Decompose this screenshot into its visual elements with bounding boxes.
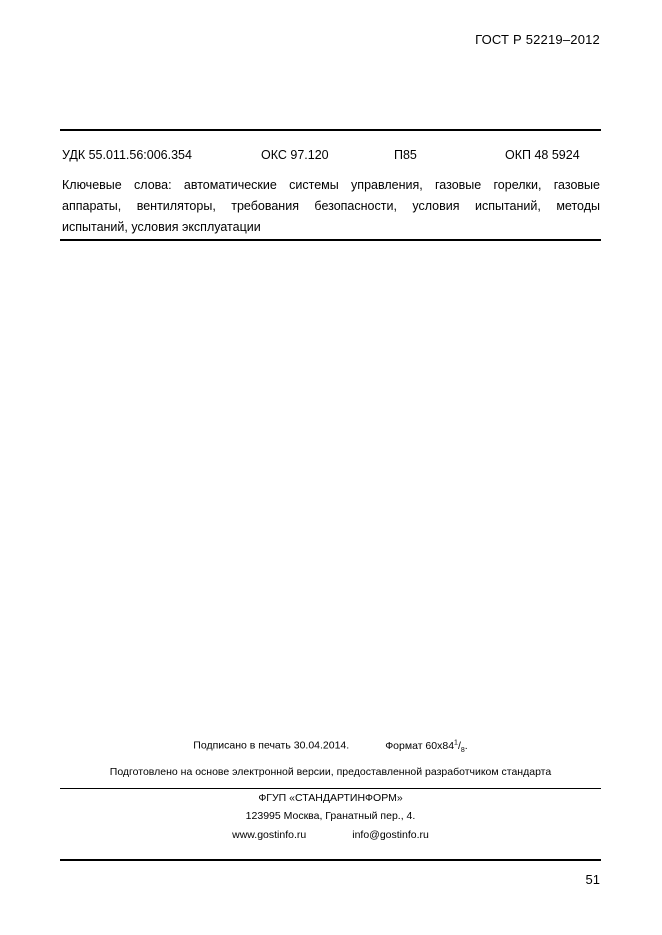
- oks-code: ОКС 97.120: [261, 148, 329, 162]
- page-number: 51: [585, 872, 600, 887]
- publisher-contacts: [60, 829, 601, 841]
- top-divider: [60, 129, 601, 131]
- keywords-line-3: испытаний, условия эксплуатации: [62, 220, 261, 234]
- classification-row: [62, 148, 602, 164]
- publisher-divider: [60, 788, 601, 789]
- keywords-divider: [60, 239, 601, 241]
- prepared-note: Подготовлено на основе электронной версии, предоставленной разработчиком стандарта: [109, 766, 552, 778]
- signed-date: Подписано в печать 30.04.2014.: [193, 739, 350, 752]
- print-info: [60, 739, 601, 754]
- group-code: П85: [394, 148, 417, 162]
- email-link[interactable]: info@gostinfo.ru: [352, 829, 429, 841]
- udk-code: УДК 55.011.56:006.354: [62, 148, 192, 162]
- bottom-divider: [60, 859, 601, 861]
- okp-code: ОКП 48 5924: [505, 148, 580, 162]
- publisher-name: ФГУП «СТАНДАРТИНФОРМ»: [258, 792, 403, 804]
- document-code: ГОСТ Р 52219–2012: [475, 32, 600, 47]
- keywords-line-2: аппараты, вентиляторы, требования безопасности, условия испытаний, методы: [62, 199, 600, 213]
- keywords-block: [62, 175, 600, 238]
- publisher-address: 123995 Москва, Гранатный пер., 4.: [245, 810, 416, 822]
- paper-format: Формат $60х84^1/_8$.: [385, 739, 468, 754]
- keywords-line-1: Ключевые слова: автоматические системы управления, газовые горелки, газовые: [62, 178, 600, 192]
- website-link[interactable]: www.gostinfo.ru: [232, 829, 307, 841]
